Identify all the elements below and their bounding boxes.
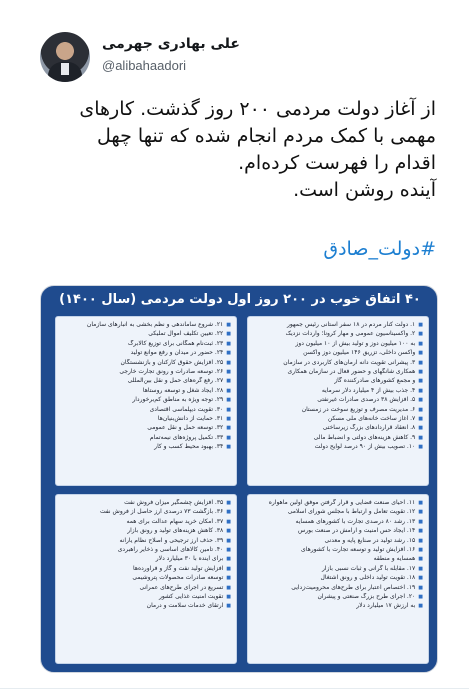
infographic-title: ۴۰ اتفاق خوب در ۲۰۰ روز اول دولت مردمی (سال ۱۴۰۰) (59, 292, 421, 307)
hashtag-link[interactable]: #دولت_صادق (323, 238, 436, 260)
list-item: ■ ۳۵. افزایش چشمگیر میزان فروش نفت (61, 499, 231, 507)
list-item: ■ ۱. دولت کنار مردم در ۱۸ سفر استانی رئیس جمهور (253, 321, 423, 329)
list-item: ■ تقویت امنیت غذایی کشور (61, 593, 231, 601)
list-item: ■ ۳۷. امکان خرید سهام عدالت برای همه (61, 518, 231, 526)
list-item: ■ واکسن داخلی، تزریق ۱۴۶ میلیون دوز واکسن (253, 349, 423, 357)
list-item: ■ به ارزش ۱۷ میلیارد دلار (253, 602, 423, 610)
tweet-text (36, 96, 436, 204)
list-item: ■ توسعه صادرات محصولات پتروشیمی (61, 574, 231, 582)
list-item: ■ ۳. پیشرانی تقویت دانه آرمان‌های کاربردی در سازمان (253, 359, 423, 367)
list-item: ■ ۹. کاهش هزینه‌های دولتی و انضباط مالی (253, 434, 423, 442)
tweet-text-line: آینده روشن است. (293, 179, 436, 201)
list-item: ■ ۱۶. افزایش تولید و توسعه تجارت با کشورهای (253, 546, 423, 554)
list-item: ■ ۱۸. تقویت تولید داخلی و رونق اشتغال (253, 574, 423, 582)
list-panel-top-left (55, 316, 237, 486)
list-item: ■ افزایش تولید نفت و گاز و فرآورده‌ها (61, 565, 231, 573)
attached-image[interactable] (40, 285, 438, 673)
author-display-name[interactable]: علی بهادری جهرمی (102, 36, 240, 52)
list-panel-bottom-left (55, 494, 237, 664)
list-item: ■ ۱۱. احیای صنعت فضایی و قرار گرفتن موفق اولین ماهواره (253, 499, 423, 507)
list-item: ■ ۲۹. توجه ویژه به مناطق کم‌برخوردار (61, 396, 231, 404)
list-item: ■ ۱۲. تقویت تعامل و ارتباط با مجلس شورای اسلامی (253, 508, 423, 516)
list-item: ■ ۳۹. حذف ارز ترجیحی و اصلاح نظام یارانه (61, 537, 231, 545)
list-item: ■ ۲۱. شروع ساماندهی و نظم بخشی به انبارهای سازمان (61, 321, 231, 329)
avatar[interactable] (40, 32, 90, 82)
list-item: ■ ۱۵. رشد تولید در صنایع پایه و معدنی (253, 537, 423, 545)
list-item: ■ ۳۸. کاهش هزینه‌های تولید و رونق بازار (61, 527, 231, 535)
list-panel-bottom-right (247, 494, 429, 664)
list-item: ■ ۸. انعقاد قراردادهای بزرگ زیرساختی (253, 424, 423, 432)
list-item: ■ همسایه و منطقه (253, 555, 423, 563)
list-item: ■ همکاری شانگهای و حضور فعال در سازمان همکاری (253, 368, 423, 376)
avatar-shirt (61, 63, 69, 75)
list-item: ■ ۲۸. ایجاد شغل و توسعه روستاها (61, 387, 231, 395)
list-item: ■ به ۱۰۰ میلیون دوز و تولید بیش از ۱۰ میلیون دوز (253, 340, 423, 348)
list-item: ■ ۶. مدیریت مصرف و توزیع سوخت در زمستان (253, 406, 423, 414)
divider (0, 688, 469, 689)
list-item: ■ ۳۳. تکمیل پروژه‌های نیمه‌تمام (61, 434, 231, 442)
list-item: ■ ۲۲. تعیین تکلیف اموال تملیکی (61, 330, 231, 338)
tweet-header (40, 32, 430, 82)
list-item: ■ ۳۰. تقویت دیپلماسی اقتصادی (61, 406, 231, 414)
tweet-text-line: اقدام را فهرست کرده‌ام. (238, 152, 436, 174)
list-item: ■ برای آینده با ۳۰ میلیارد دلار (61, 555, 231, 563)
list-item: ■ ۲۰. اجرای طرح بزرگ صنعتی و پیشران (253, 593, 423, 601)
list-item: ■ ۱۷. مقابله با گرانی و ثبات نسبی بازار (253, 565, 423, 573)
tweet-text-line: مهمی با کمک مردم انجام شده که تنها چهل (97, 125, 436, 147)
list-item: ■ ۲۶. توسعه صادرات و رونق تجارت خارجی (61, 368, 231, 376)
list-item: ■ ۴۰. تامین کالاهای اساسی و ذخایر راهبردی (61, 546, 231, 554)
list-item: ■ ۱۰. تصویب بیش از ۹۰ درصد لوایح دولت (253, 443, 423, 451)
list-panel-top-right (247, 316, 429, 486)
list-item: ■ ۳۴. بهبود محیط کسب و کار (61, 443, 231, 451)
list-item: ■ ۵. افزایش ۳۸ درصدی صادرات غیرنفتی (253, 396, 423, 404)
list-item: ■ تسریع در اجرای طرح‌های عمرانی (61, 584, 231, 592)
list-item: ■ ۳۱. حمایت از دانش‌بنیان‌ها (61, 415, 231, 423)
list-item: ■ ۴. جذب بیش از ۴ میلیارد دلار سرمایه (253, 387, 423, 395)
list-item: ■ ۲۵. افزایش حقوق کارکنان و بازنشستگان (61, 359, 231, 367)
list-item: ■ ۷. آغاز ساخت خانه‌های ملی مسکن (253, 415, 423, 423)
list-item: ■ و مجمع کشورهای صادرکننده گاز (253, 377, 423, 385)
author-username[interactable]: @alibahaadori (102, 58, 187, 73)
list-item: ■ ۱۹. اختصاص اعتبار برای طرح‌های محرومیت‌زدایی (253, 584, 423, 592)
list-item: ■ ارتقای خدمات سلامت و درمان (61, 602, 231, 610)
list-item: ■ ۳۶. بازگشت ۷۳ درصدی ارز حاصل از فروش نفت (61, 508, 231, 516)
tweet-text-line: از آغاز دولت مردمی ۲۰۰ روز گذشت. کارهای (79, 98, 436, 120)
list-item: ■ ۲۳. ثبت‌نام همگانی برای توزیع کالابرگ (61, 340, 231, 348)
list-item: ■ ۲. واکسیناسیون عمومی و مهار کرونا؛ واردات نزدیک (253, 330, 423, 338)
list-item: ■ ۱۴. ایجاد حس امنیت و آرامش در صنعت بورس (253, 527, 423, 535)
list-item: ■ ۲۷. رفع گره‌های حمل و نقل بین‌المللی (61, 377, 231, 385)
list-item: ■ ۲۴. حضور در میدان و رفع موانع تولید (61, 349, 231, 357)
author-info (102, 36, 240, 73)
list-item: ■ ۳۲. توسعه حمل و نقل عمومی (61, 424, 231, 432)
list-item: ■ ۱۳. رشد ۸۰ درصدی تجارت با کشورهای همسایه (253, 518, 423, 526)
